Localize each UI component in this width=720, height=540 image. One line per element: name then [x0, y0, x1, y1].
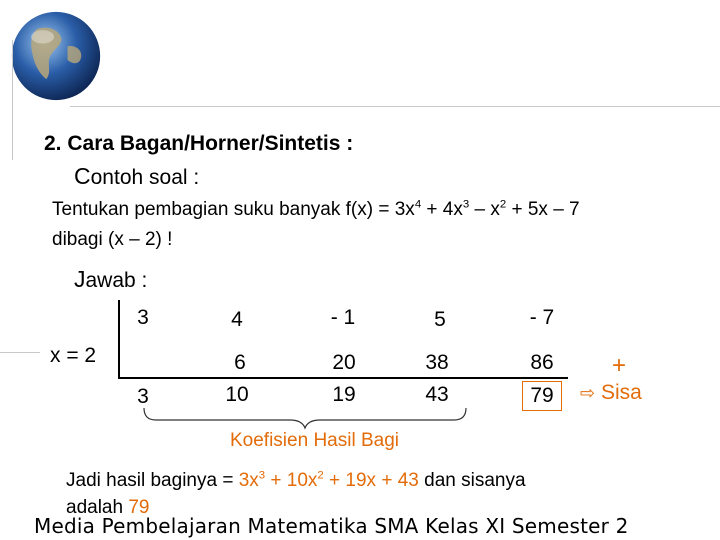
section-heading: Cara Bagan/Horner/Sintetis :	[67, 132, 354, 155]
horner-divisor: x = 2	[50, 344, 97, 367]
question-line-2: dibagi (x – 2) !	[52, 229, 173, 250]
decor-horizontal-line	[70, 106, 720, 107]
example-label	[74, 163, 199, 190]
horner-row3-c4: 43	[425, 383, 449, 406]
horner-row1-c3: - 1	[330, 306, 356, 329]
result-line-1: Jadi hasil baginya = $3x^3 + 10x^2 + 19x + 43$ dan sisanya	[66, 469, 526, 491]
horner-row3-c2: 10	[225, 383, 249, 406]
plus-sign: +	[612, 352, 627, 379]
horner-row1-c1: 3	[137, 306, 149, 329]
section-title	[44, 132, 353, 156]
remainder-label: ⇨ Sisa	[580, 381, 642, 404]
horner-row1-c4: 5	[434, 308, 446, 331]
arrow-right-icon: ⇨	[580, 383, 596, 404]
horner-horizontal-line	[118, 377, 568, 379]
horner-row3-c3: 19	[332, 383, 356, 406]
question-line-1: Tentukan pembagian suku banyak $f(x) = 3x^4 + 4x^3 - x^2 + 5x - 7$	[52, 198, 580, 220]
horner-row1-c2: 4	[231, 308, 243, 331]
horner-row2-c3: 20	[332, 351, 356, 374]
section-number: 2.	[44, 132, 62, 155]
example-label-rest: ontoh soal :	[90, 166, 200, 189]
footer-caption: Media Pembelajaran Matematika SMA Kelas XI Semester 2	[34, 514, 629, 538]
horner-remainder-box	[522, 381, 562, 411]
quotient-brace	[140, 406, 470, 430]
horner-remainder-value: 79	[530, 384, 554, 407]
horner-row1-c5: - 7	[529, 306, 555, 329]
decor-left-line	[0, 352, 40, 353]
result-line-2: adalah 79	[66, 497, 150, 518]
horner-row2-c2: 6	[234, 351, 246, 374]
answer-label: Jawab :	[74, 266, 148, 292]
horner-row2-c5: 86	[530, 351, 554, 374]
coefficient-label: Koefisien Hasil Bagi	[230, 430, 399, 451]
horner-row2-c4: 38	[425, 351, 449, 374]
decor-vertical-line	[12, 40, 13, 160]
example-label-first: C	[74, 163, 91, 189]
horner-row3-c1: 3	[137, 385, 149, 408]
